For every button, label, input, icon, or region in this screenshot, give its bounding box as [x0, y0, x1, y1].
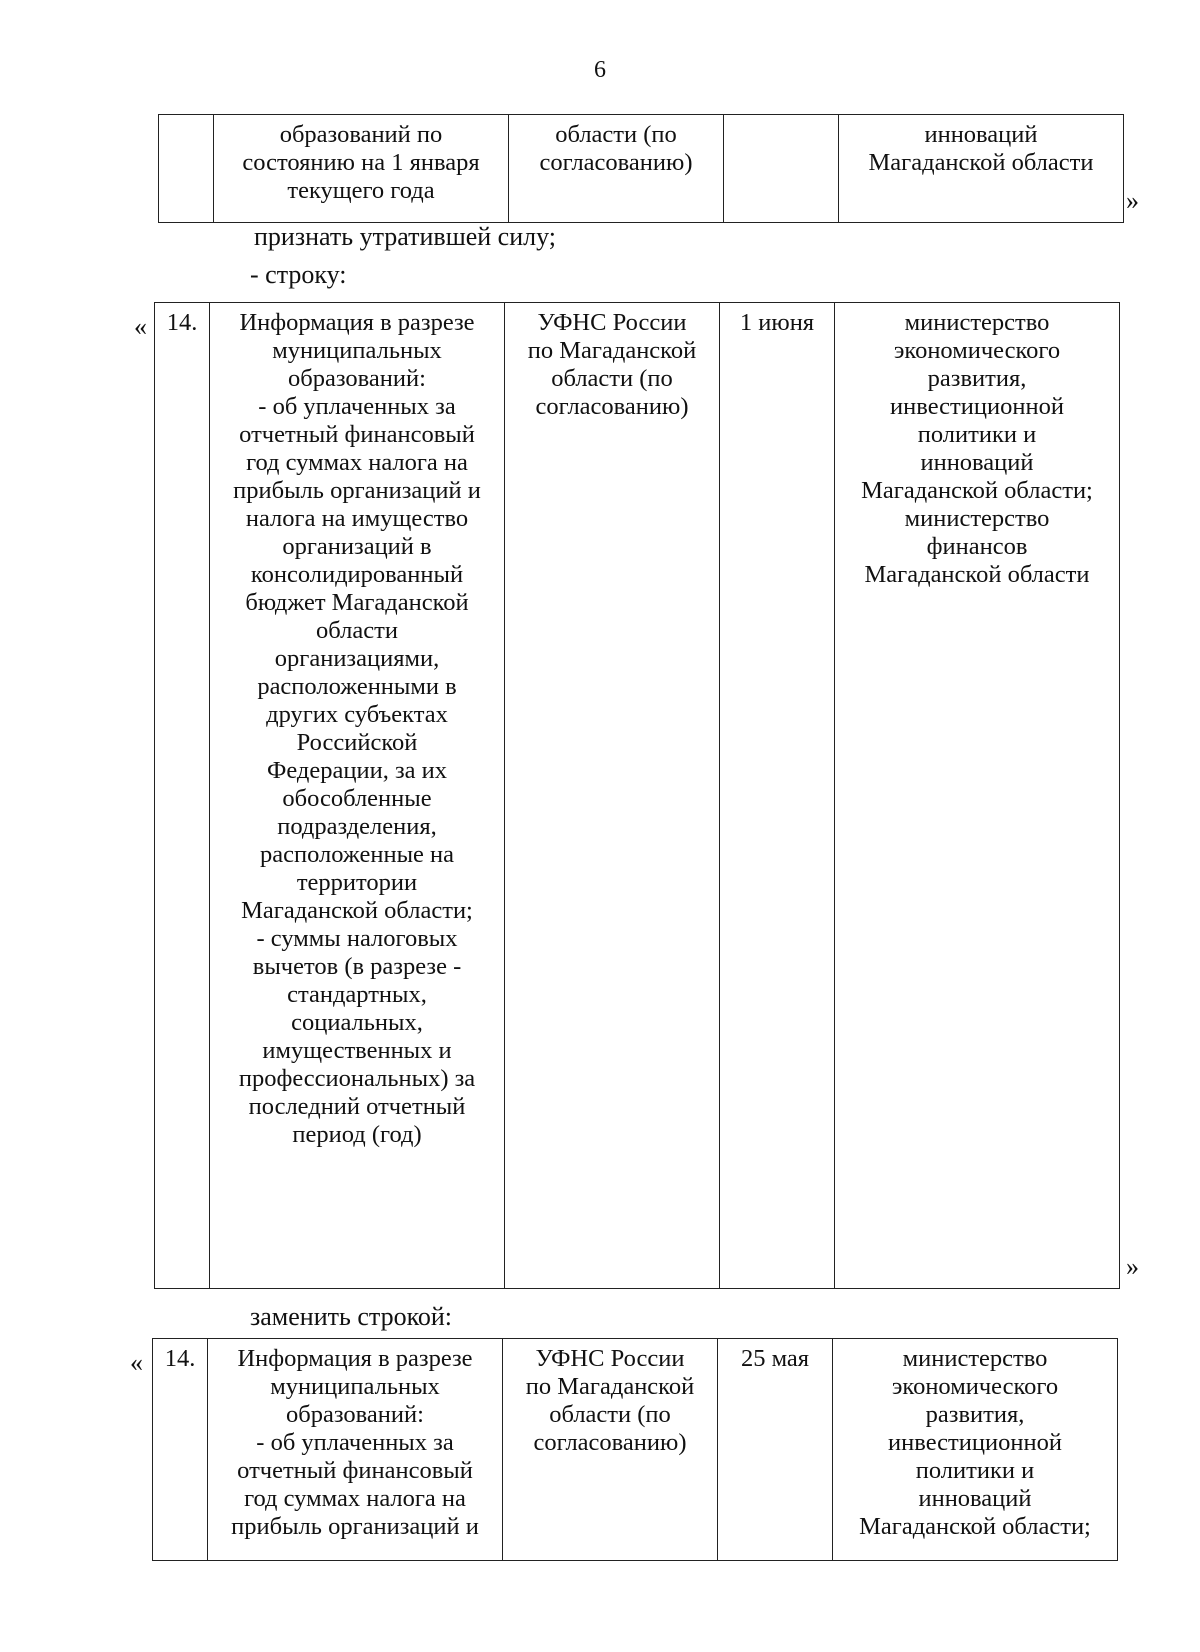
cell-source: УФНС России по Магаданской области (по согласованию) — [505, 303, 720, 1289]
cell-number: 14. — [155, 303, 210, 1289]
paragraph-replace: заменить строкой: — [250, 1302, 453, 1331]
cell-deadline: 1 июня — [720, 303, 835, 1289]
cell-source: УФНС России по Магаданской области (по согласованию) — [503, 1339, 718, 1561]
page-number: 6 — [594, 57, 606, 83]
paragraph-row-label: - строку: — [250, 260, 347, 289]
cell-recipient: министерство экономического развития, инвестиционной политики и инноваций Магаданской области; — [833, 1339, 1118, 1561]
table-row — [153, 1339, 1118, 1561]
table-continuation — [158, 114, 1124, 223]
cell-information: Информация в разрезе муниципальных образований: - об уплаченных за отчетный финансовый год суммах налога на прибыль организаций и налога на имущество организаций в консолидированный бюджет Магаданской области организациями, расположенными в других субъектах Российской Федерации, за их обособленные подразделения, расположенные на территории Магаданской области; - суммы налоговых вычетов (в разрезе - стандартных, социальных, имущественных и профессиональных) за последний отчетный период (год) — [210, 303, 505, 1289]
open-quote: « — [134, 312, 147, 341]
table-row-14-new — [152, 1338, 1118, 1561]
cell-number — [159, 115, 214, 223]
paragraph-repeal: признать утратившей силу; — [254, 222, 556, 251]
cell-source: области (по согласованию) — [509, 115, 724, 223]
cell-information: образований по состоянию на 1 января текущего года — [214, 115, 509, 223]
cell-number: 14. — [153, 1339, 208, 1561]
close-quote: » — [1126, 1252, 1139, 1281]
table-row-14-old — [154, 302, 1120, 1289]
cell-deadline — [724, 115, 839, 223]
table-row — [159, 115, 1124, 223]
cell-information: Информация в разрезе муниципальных образований: - об уплаченных за отчетный финансовый год суммах налога на прибыль организаций и — [208, 1339, 503, 1561]
cell-recipient: инноваций Магаданской области — [839, 115, 1124, 223]
open-quote: « — [130, 1348, 143, 1377]
close-quote: » — [1126, 186, 1139, 215]
cell-recipient: министерство экономического развития, инвестиционной политики и инноваций Магаданской области; министерство финансов Магаданской области — [835, 303, 1120, 1289]
table-row — [155, 303, 1120, 1289]
cell-deadline: 25 мая — [718, 1339, 833, 1561]
